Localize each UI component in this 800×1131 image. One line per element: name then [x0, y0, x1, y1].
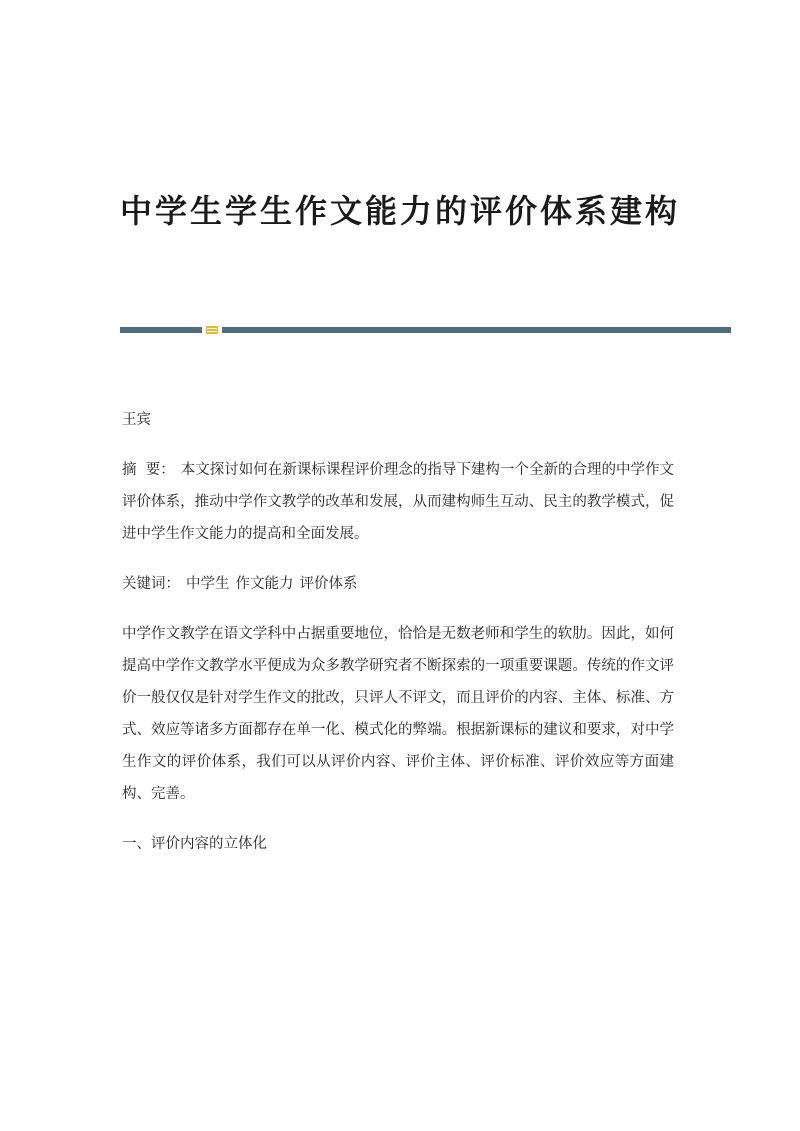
abstract-text: 本文探讨如何在新课标课程评价理念的指导下建构一个全新的合理的中学作文评价体系，推动中学作文教学的改革和发展，从而建构师生互动、民主的教学模式，促进中学生作文能力的提高和全面发展。 [122, 462, 675, 542]
document-title: 中学生学生作文能力的评价体系建构 [119, 192, 680, 230]
book-emblem-icon [206, 325, 218, 335]
keywords-label: 关键词： [122, 576, 180, 592]
keyword: 中学生 [186, 576, 230, 592]
keyword: 评价体系 [299, 576, 358, 592]
intro-paragraph: 中学作文教学在语文学科中占据重要地位，恰恰是无数老师和学生的软肋。因此，如何提高中学作文教学水平便成为众多教学研究者不断探索的一项重要课题。传统的作文评价一般仅仅是针对学生作文的批改，只评人不评文，而且评价的内容、主体、标准、方式、效应等诸多方面都存在单一化、模式化的弊端。根据新课标的建议和要求，对中学生作文的评价体系，我们可以从评价内容、评价主体、评价标准、评价效应等方面建构、完善。 [122, 626, 674, 802]
document-body [122, 404, 674, 860]
divider-bar-right [222, 327, 731, 333]
abstract-label: 摘 要： [122, 462, 175, 478]
section-heading: 一、评价内容的立体化 [122, 836, 267, 852]
keywords-line [122, 568, 674, 600]
author-name: 王宾 [122, 412, 151, 428]
abstract-paragraph [122, 454, 674, 550]
keyword: 作文能力 [235, 576, 294, 592]
title-divider [120, 325, 731, 333]
divider-bar-left [120, 327, 202, 333]
